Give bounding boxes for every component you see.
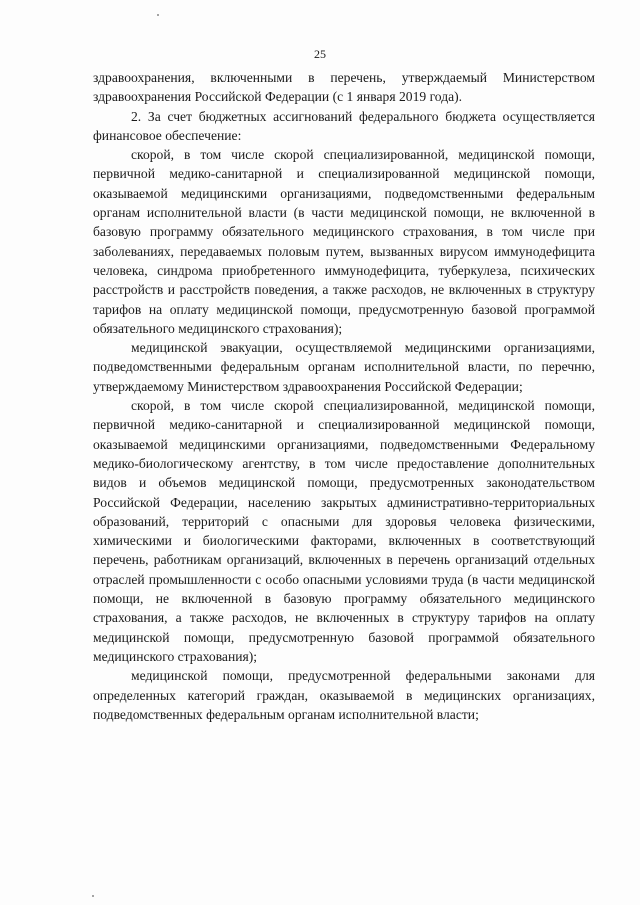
paragraph-3: скорой, в том числе скорой специализированной, медицинской помощи, первичной медико-санитарной и специализированной медицинской помощи, оказываемой медицинскими организациями, подведомственными федеральным органам исполнительной власти (в части медицинской помощи, не включенной в базовую программу обязательного медицинского страхования, в том числе при заболеваниях, передаваемых половым путем, вызванных вирусом иммунодефицита человека, синдрома приобретенного иммунодефицита, туберкулеза, психических расстройств и расстройств поведения, а также расходов, не включенных в структуру тарифов на оплату медицинской помощи, предусмотренную базовой программой обязательного медицинского страхования); [93,147,595,336]
paragraph-2: 2. За счет бюджетных ассигнований федерального бюджета осуществляется финансовое обеспечение: [93,108,595,143]
document-body [93,68,595,724]
page-number: 25 [314,47,326,61]
paragraph-4: медицинской эвакуации, осуществляемой медицинскими организациями, подведомственными федеральным органам исполнительной власти, по перечню, утверждаемому Министерством здравоохранения Российской Федерации; [93,340,595,394]
paragraph-1: здравоохранения, включенными в перечень, утверждаемый Министерством здравоохранения Российской Федерации (с 1 января 2019 года). [93,70,595,105]
scan-speck [92,895,94,897]
paragraph-6: медицинской помощи, предусмотренной федеральными законами для определенных категорий граждан, оказываемой в медицинских организациях, подведомственных федеральным органам исполнительной власти; [93,668,595,722]
paragraph-5: скорой, в том числе скорой специализированной, медицинской помощи, первичной медико-санитарной и специализированной медицинской помощи, оказываемой медицинскими организациями, подведомственными Федеральному медико-биологическому агентству, в том числе предоставление дополнительных видов и объемов медицинской помощи, предусмотренных законодательством Российской Федерации, населению закрытых административно-территориальных образований, территорий с опасными для здоровья человека физическими, химическими и биологическими факторами, включенных в соответствующий перечень, работникам организаций, включенных в перечень организаций отдельных отраслей промышленности с особо опасными условиями труда (в части медицинской помощи, не включенной в базовую программу обязательного медицинского страхования, а также расходов, не включенных в структуру тарифов на оплату медицинской помощи, предусмотренную базовой программой обязательного медицинского страхования); [93,398,595,664]
scan-speck [157,14,159,16]
